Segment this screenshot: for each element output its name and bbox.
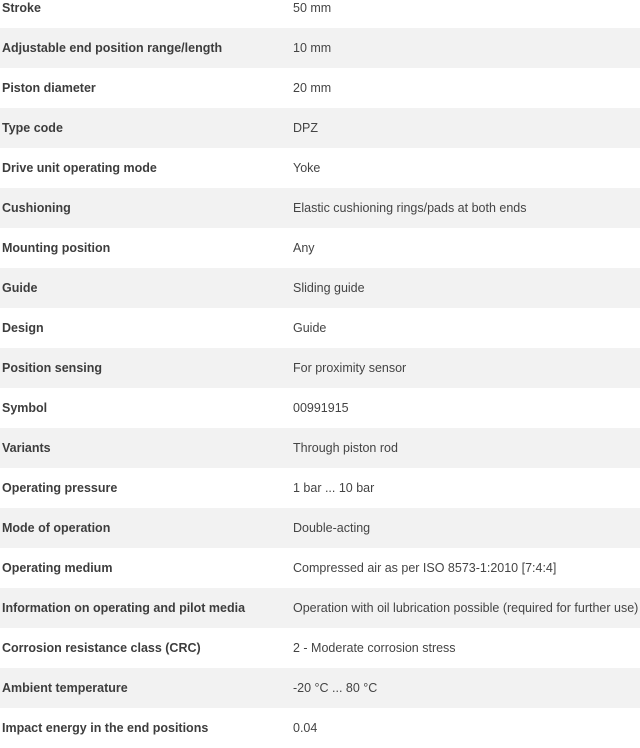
spec-value: 1 bar ... 10 bar <box>293 481 375 495</box>
spec-label: Piston diameter <box>2 81 96 95</box>
spec-value: DPZ <box>293 121 318 135</box>
spec-row-adjustable-end-position <box>0 28 640 68</box>
spec-row-variants <box>0 428 640 468</box>
spec-label: Drive unit operating mode <box>2 161 157 175</box>
spec-label: Corrosion resistance class (CRC) <box>2 641 201 655</box>
spec-value: For proximity sensor <box>293 361 407 375</box>
spec-label: Mode of operation <box>2 521 111 535</box>
spec-value: Yoke <box>293 161 321 175</box>
spec-label: Mounting position <box>2 241 111 255</box>
spec-label: Position sensing <box>2 361 103 375</box>
spec-label: Impact energy in the end positions <box>2 721 209 735</box>
spec-row-impact-energy <box>0 708 640 748</box>
spec-row-ambient-temperature <box>0 668 640 708</box>
spec-row-operating-medium <box>0 548 640 588</box>
spec-label: Design <box>2 321 44 335</box>
spec-row-operating-pressure <box>0 468 640 508</box>
spec-label: Operating medium <box>2 561 113 575</box>
spec-label: Type code <box>2 121 63 135</box>
spec-value: 00991915 <box>293 401 349 415</box>
spec-label: Operating pressure <box>2 481 118 495</box>
spec-label: Guide <box>2 281 38 295</box>
spec-value: 50 mm <box>293 1 332 15</box>
spec-row-design <box>0 308 640 348</box>
spec-row-type-code <box>0 108 640 148</box>
spec-label: Information on operating and pilot media <box>2 601 246 615</box>
spec-value: 0.04 <box>293 721 318 735</box>
spec-row-drive-unit-mode <box>0 148 640 188</box>
spec-row-stroke <box>0 0 640 28</box>
spec-label: Stroke <box>2 1 41 15</box>
spec-row-symbol <box>0 388 640 428</box>
spec-label: Variants <box>2 441 51 455</box>
spec-row-mounting-position <box>0 228 640 268</box>
spec-label: Symbol <box>2 401 48 415</box>
spec-row-cushioning <box>0 188 640 228</box>
spec-row-position-sensing <box>0 348 640 388</box>
spec-value: Through piston rod <box>293 441 398 455</box>
spec-value: Elastic cushioning rings/pads at both ends <box>293 201 527 215</box>
spec-label: Adjustable end position range/length <box>2 41 223 55</box>
spec-value: Compressed air as per ISO 8573-1:2010 [7:4:4] <box>293 561 557 575</box>
spec-value: 20 mm <box>293 81 332 95</box>
spec-value: Guide <box>293 321 327 335</box>
spec-label: Cushioning <box>2 201 71 215</box>
spec-value: -20 °C ... 80 °C <box>293 681 378 695</box>
spec-row-corrosion-resistance <box>0 628 640 668</box>
spec-value: Any <box>293 241 315 255</box>
spec-value: 2 - Moderate corrosion stress <box>293 641 456 655</box>
spec-label: Ambient temperature <box>2 681 128 695</box>
spec-row-mode-of-operation <box>0 508 640 548</box>
spec-value: Sliding guide <box>293 281 365 295</box>
spec-value: Operation with oil lubrication possible (required for further use) <box>293 601 639 615</box>
spec-value: Double-acting <box>293 521 371 535</box>
spec-row-piston-diameter <box>0 68 640 108</box>
spec-row-guide <box>0 268 640 308</box>
spec-value: 10 mm <box>293 41 332 55</box>
spec-row-operating-pilot-media-info <box>0 588 640 628</box>
